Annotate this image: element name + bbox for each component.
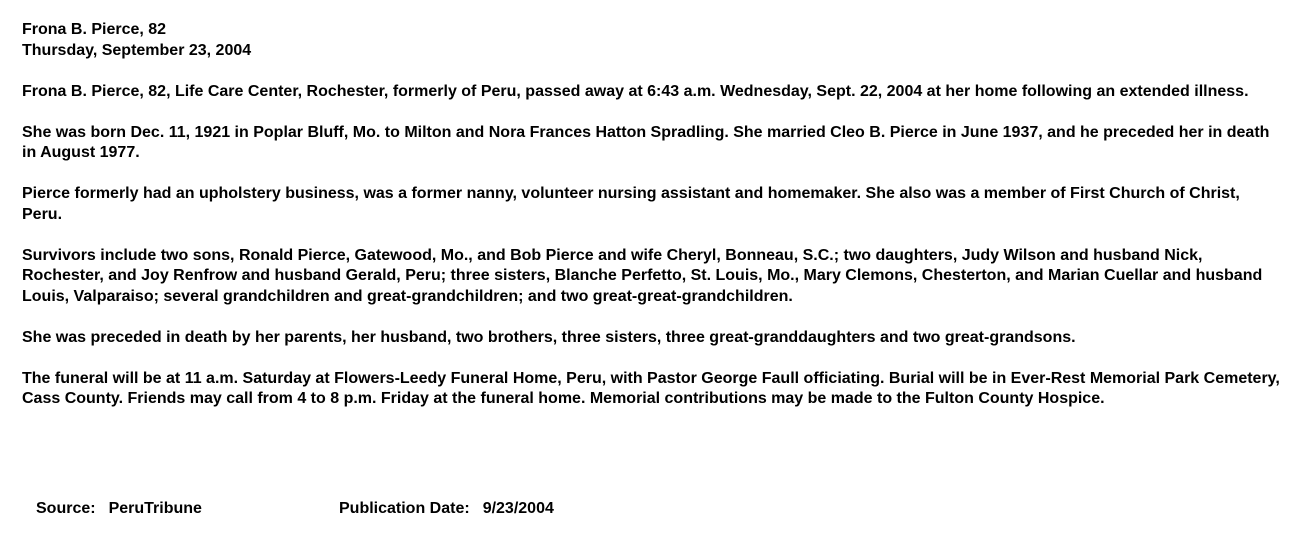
obituary-content [22, 20, 1284, 410]
obituary-title: Frona B. Pierce, 82 [22, 21, 167, 38]
obituary-date: Thursday, September 23, 2004 [22, 41, 252, 59]
paragraph-preceded-in-death: She was preceded in death by her parents, her husband, two brothers, three sisters, three great-granddaughters and two great-grandsons. [22, 328, 1076, 346]
source-value: PeruTribune [108, 500, 202, 517]
paragraph-funeral: The funeral will be at 11 a.m. Saturday at Flowers-Leedy Funeral Home, Peru, with Pastor George Faull officiating. Burial will be in Ever-Rest Memorial Park Cemetery, Cass County. Friends may call from 4 to 8 p.m. Friday at the funeral home. Memorial contributions may be made to the Fulton County Hospice. [22, 369, 1280, 407]
obituary-heading [22, 20, 1284, 61]
paragraph-survivors: Survivors include two sons, Ronald Pierce, Gatewood, Mo., and Bob Pierce and wife Cheryl, Bonneau, S.C.; two daughters, Judy Wilson and husband Nick, Rochester, and Joy Renfrow and husband Gerald, Peru; three sisters, Blanche Perfetto, St. Louis, Mo., Mary Clemons, Chesterton, and Marian Cuellar and husband Louis, Valparaiso; several grandchildren and great-grandchildren; and two great-great-grandchildren. [22, 246, 1263, 305]
source-field [36, 499, 202, 520]
publication-date-value: 9/23/2004 [482, 500, 554, 517]
paragraph-birth-marriage: She was born Dec. 11, 1921 in Poplar Bluff, Mo. to Milton and Nora Frances Hatton Spradling. She married Cleo B. Pierce in June 1937, and he preceded her in death in August 1977. [22, 123, 1270, 161]
paragraph-career: Pierce formerly had an upholstery business, was a former nanny, volunteer nursing assistant and homemaker. She also was a member of First Church of Christ, Peru. [22, 185, 1240, 223]
paragraph-death-notice: Frona B. Pierce, 82, Life Care Center, Rochester, formerly of Peru, passed away at 6:43 a.m. Wednesday, Sept. 22, 2004 at her home following an extended illness. [22, 82, 1249, 100]
publication-date-field [339, 499, 554, 520]
publication-date-label: Publication Date: [339, 500, 470, 517]
source-label: Source: [36, 500, 96, 517]
